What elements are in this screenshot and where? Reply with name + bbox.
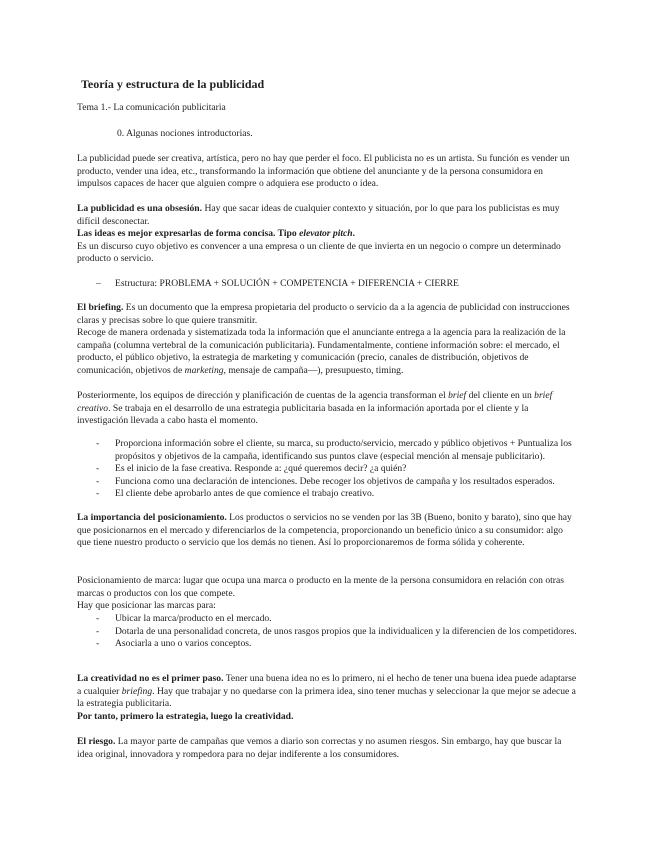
- marca-text: Posicionamiento de marca: lugar que ocupa una marca o producto en la mente de la persona consumidora en relación con otras marcas o productos con los que compete.: [77, 575, 564, 599]
- ideas-concisas-text: Las ideas es mejor expresarlas de forma concisa. Tipo: [77, 228, 300, 240]
- briefing-text-2-end: , mensaje de campaña—), presupuesto, timing.: [223, 364, 404, 376]
- briefing-term: briefing: [121, 685, 153, 697]
- list-item-text: Es el inicio de la fase creativa. Responde a: ¿qué queremos decir? ¿a quién?: [115, 463, 407, 475]
- briefing-text-2: Recoge de manera ordenada y sistematizada toda la información que el anunciante entrega a la agencia para la realización de la campaña (columna vertebral de la comunicación publicitaria). Fundamentalmente, contiene información sobre: el mercado, el producto, el público objetivo, la estrategia de marketing y comunicación (precio, canales de distribución, objetivos de comunicación, objetivos de: [77, 327, 566, 376]
- list-item: [77, 488, 577, 501]
- posicionamiento-text: Los productos o servicios no se venden por las 3B (Bueno, bonito y barato), sino que hay que posicionarnos en el mercado y diferenciarlos de la competencia, proporcionando un beneficio único a su consumidor: algo que tiene nuestro producto o servicio que los demás no tienen. Así lo proporcionaremos de forma sólida y coherente.: [77, 512, 572, 549]
- list-dash: -: [96, 475, 100, 487]
- elevator-pitch-definition: Es un discurso cuyo objetivo es convencer a una empresa o un cliente de que invierta en un negocio o compre un determinado producto o servicio.: [77, 240, 561, 265]
- list-dash: -: [96, 613, 100, 624]
- list-item: [77, 638, 577, 651]
- intro-paragraph: La publicidad puede ser creativa, artística, pero no hay que perder el foco. El publicista no es un artista. Su función es vender un producto, vender una idea, etc., transformando la información que obtiene del anunciante y de la persona consumidora en impulsos capaces de hacer que alguien compre o adquiera ese producto o idea.: [77, 153, 570, 190]
- obsesion-heading: La publicidad es una obsesión.: [77, 203, 203, 214]
- posterior-text-c: . Se trabaja en el desarrollo de una estrategia publicitaria basada en la información aportada por el cliente y la investigación llevada a cabo hasta el momento.: [77, 402, 529, 427]
- creatividad-heading: La creatividad no es el primer paso.: [77, 673, 224, 684]
- tema-heading: Tema 1.- La comunicación publicitaria: [77, 102, 226, 113]
- posterior-text-a: Posteriormente, los equipos de dirección y planificación de cuentas de la agencia transforman el: [77, 390, 449, 401]
- list-item-text: Funciona como una declaración de intenciones. Debe recoger los objetivos de campaña y los resultados esperados.: [115, 475, 555, 487]
- riesgo-text: La mayor parte de campañas que vemos a diario son correctas y no asumen riesgos. Sin embargo, hay que buscar la idea original, innovadora y rompedora para no dejar indiferente a los consumidores.: [77, 736, 562, 760]
- list-dash: -: [96, 438, 100, 449]
- list-item: [77, 463, 577, 476]
- posterior-paragraph: [77, 390, 577, 428]
- list-dash: –: [96, 278, 101, 289]
- elevator-pitch-term: elevator pitch: [299, 228, 353, 240]
- obsesion-text: Hay que sacar ideas de cualquier contexto y situación, por lo que para los publicistas es muy difícil desconectar.: [77, 203, 560, 227]
- ideas-concisas-end: .: [352, 228, 356, 240]
- list-dash: -: [96, 638, 100, 650]
- briefing-heading: El briefing.: [77, 302, 124, 313]
- brief-creativo-term: brief creativo: [77, 390, 553, 414]
- posicionamiento-paragraph: [77, 512, 577, 550]
- creatividad-text: Tener una buena idea no es lo primero, ni el hecho de tener una buena idea puede adaptarse a cualquier: [77, 673, 577, 697]
- marca-paragraph: [77, 575, 577, 613]
- brief-list: [77, 438, 577, 501]
- list-item-text: Dotarla de una personalidad concreta, de unos rasgos propios que la individualicen y la diferencien de los competidores.: [115, 625, 577, 637]
- estructura-text: Estructura: PROBLEMA + SOLUCIÓN + COMPETENCIA + DIFERENCIA + CIERRE: [115, 278, 459, 289]
- marca-list: [77, 613, 577, 651]
- list-item-text: Proporciona información sobre el cliente, su marca, su producto/servicio, mercado y público objetivos + Puntualiza los propósitos y objetivos de la campaña, identificando sus puntos clave (especial mención al mensaje publicitario).: [115, 438, 572, 462]
- list-item: [77, 438, 577, 463]
- briefing-paragraph: [77, 302, 577, 378]
- briefing-text: Es un documento que la empresa propietaria del producto o servicio da a la agencia de publicidad con instrucciones claras y precisas sobre lo que quiere transmitir.: [77, 302, 570, 326]
- estrategia-primero-text: Por tanto, primero la estrategia, luego la creatividad.: [77, 710, 294, 722]
- document-title: Teoría y estructura de la publicidad: [81, 77, 265, 91]
- list-item-text: Asociarla a uno o varios conceptos.: [115, 638, 252, 650]
- creatividad-text-end: . Hay que trabajar y no quedarse con la primera idea, sino tener muchas y seleccionar la que mejor se adecue a la estrategia publicitaria.: [77, 685, 576, 710]
- marca-text-2: Hay que posicionar las marcas para:: [77, 600, 216, 612]
- brief-term: brief: [448, 390, 467, 401]
- list-item-text: Ubicar la marca/producto en el mercado.: [115, 613, 272, 624]
- riesgo-heading: El riesgo.: [77, 736, 116, 747]
- posterior-text-b: del cliente en un: [466, 390, 535, 401]
- list-dash: -: [96, 488, 100, 500]
- list-dash: -: [96, 463, 100, 475]
- list-item: [77, 278, 577, 291]
- subsection-heading: 0. Algunas nociones introductorias.: [117, 128, 253, 139]
- creatividad-paragraph: [77, 673, 577, 723]
- list-item: [77, 613, 577, 626]
- list-item: [77, 626, 577, 639]
- list-dash: -: [96, 625, 100, 637]
- estructura-list: [77, 278, 577, 291]
- list-item: [77, 476, 577, 489]
- posicionamiento-heading: La importancia del posicionamiento.: [77, 512, 227, 523]
- list-item-text: El cliente debe aprobarlo antes de que comience el trabajo creativo.: [115, 488, 375, 500]
- marketing-term: marketing: [184, 364, 224, 376]
- obsesion-paragraph: [77, 203, 577, 266]
- riesgo-paragraph: [77, 736, 577, 761]
